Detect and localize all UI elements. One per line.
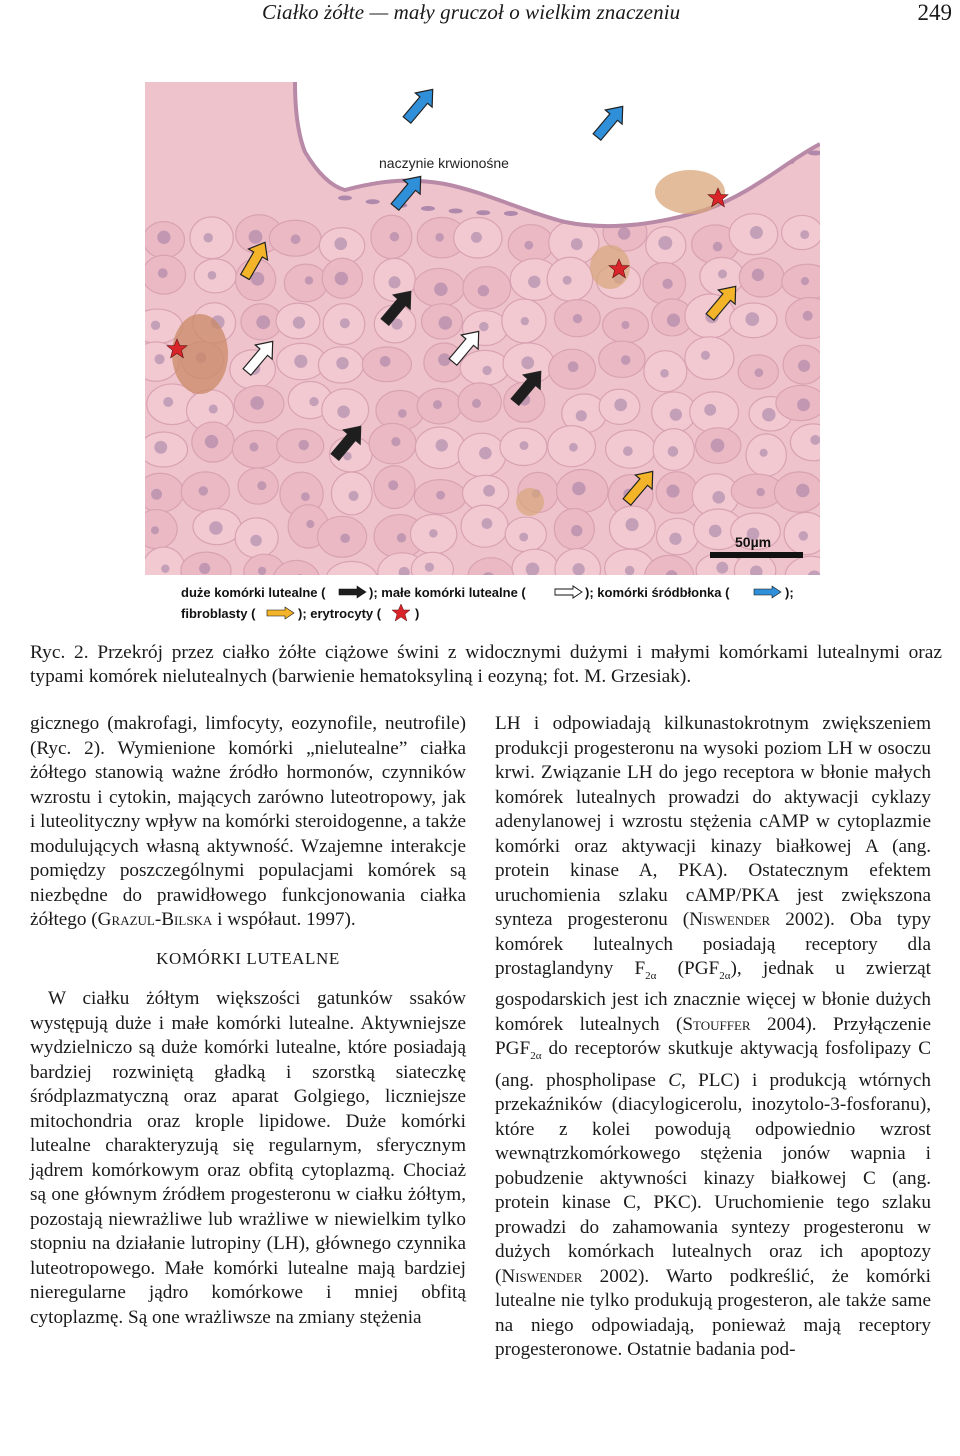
nucleus xyxy=(524,241,533,250)
running-title: Ciałko żółte — mały gruczoł o wielkim znaczeniu xyxy=(262,0,681,24)
legend-item-small-luteal: ); małe komórki lutealne ( xyxy=(369,585,526,600)
svg-text:); komórki śródbłonka ( xyxy=(585,585,730,600)
nucleus xyxy=(335,272,348,285)
nucleus xyxy=(435,233,444,242)
nucleus xyxy=(571,525,582,536)
nucleus xyxy=(576,410,587,421)
svg-text:); małe komórki lutealne ( xyxy=(369,585,526,600)
caption-tag: Ryc. 2. xyxy=(30,642,89,663)
nucleus xyxy=(667,314,680,327)
nucleus xyxy=(438,353,451,366)
nucleus xyxy=(660,369,669,378)
nucleus xyxy=(519,533,528,542)
nucleus xyxy=(340,318,350,328)
nucleus xyxy=(760,449,768,457)
nucleus xyxy=(479,322,488,331)
legend-item-fibroblasts: fibroblasty ( xyxy=(181,606,256,621)
nucleus xyxy=(433,400,442,409)
nucleus xyxy=(810,435,820,445)
nucleus xyxy=(756,488,764,496)
nucleus xyxy=(208,271,217,280)
nucleus xyxy=(745,312,759,326)
nucleus xyxy=(478,285,489,296)
nucleus xyxy=(258,567,266,575)
nucleus xyxy=(572,482,586,496)
nucleus xyxy=(754,368,763,377)
svg-text:fibroblasty ( xyxy=(181,606,256,621)
scale-label: 50µm xyxy=(735,534,772,550)
nucleus xyxy=(199,486,209,496)
nucleus xyxy=(482,366,491,375)
nucleus xyxy=(803,311,813,321)
nucleus xyxy=(799,531,808,540)
nucleus xyxy=(249,230,263,244)
nucleus xyxy=(800,230,809,239)
cell xyxy=(145,473,183,512)
micrograph-figure xyxy=(145,82,820,627)
right-column xyxy=(495,712,931,1363)
nucleus xyxy=(625,566,634,575)
nucleus xyxy=(801,277,809,285)
nucleus xyxy=(390,232,399,241)
nucleus xyxy=(704,404,716,416)
nucleus xyxy=(434,283,447,296)
nucleus xyxy=(618,227,630,239)
legend-item-end: ); xyxy=(785,585,794,600)
nucleus xyxy=(205,435,218,448)
nucleus xyxy=(309,397,318,406)
nucleus xyxy=(256,315,270,329)
endothelial-nucleus xyxy=(366,199,380,204)
nucleus xyxy=(718,270,727,279)
nucleus xyxy=(291,234,301,244)
legend-item-large-luteal: duże komórki lutealne ( xyxy=(181,585,326,600)
nucleus xyxy=(796,484,809,497)
left-paragraph-1: gicznego (makrofagi, limfocyty, eozynofile, neutrofile) (Ryc. 2). Wymienione komórki „nielutealne” ciałka żółtego stanowią ważne źródło hormonów, czynników wzrostu i cytokin, mających zarówno luteotropowy, jak i luteolityczny wpływ na komórki steroidogenne, a także modulujących własną aktywność. Wzajemne interakcje pomiędzy poszczególnymi populacjami komórek są niezbędne do prawidłowego funkcjonowania ciałka żółtego (Grazul-Bilska i współaut. 1997). xyxy=(30,713,466,930)
citation: Stouffer xyxy=(682,1013,751,1035)
nucleus xyxy=(336,357,348,369)
nucleus xyxy=(397,533,406,542)
nucleus xyxy=(306,520,314,528)
nucleus xyxy=(528,276,540,288)
svg-text:); xyxy=(785,585,794,600)
nucleus xyxy=(391,437,400,446)
nucleus xyxy=(669,533,681,545)
nucleus xyxy=(250,535,261,546)
nucleus xyxy=(151,489,162,500)
section-heading: KOMÓRKI LUTEALNE xyxy=(156,948,340,968)
nucleus xyxy=(568,361,579,372)
nucleus xyxy=(670,408,682,420)
svg-text:duże komórki lutealne ( xyxy=(181,585,326,600)
nucleus xyxy=(250,396,264,410)
nucleus xyxy=(711,439,725,453)
nucleus xyxy=(388,480,398,490)
nucleus xyxy=(621,355,630,364)
nucleus xyxy=(798,360,810,372)
nucleus xyxy=(479,447,492,460)
nucleus xyxy=(625,518,638,531)
vessel-label: naczynie krwionośne xyxy=(379,155,509,171)
cell xyxy=(685,337,734,380)
right-paragraph-1: LH i odpowiadają kilkunastokrotnym zwiększeniem produkcji progesteronu na wysoki poziom LH w osoczu krwi. Związanie LH do jego receptora w błonie małych komórek lutealnych prowadzi do aktywacji cyklazy adenylanowej i wzrostu stężenia cAMP w cytoplazmie komórki oraz aktywacji kinazy białkowej A (ang. protein kinase A, PKA). Ostatecznym efektem uruchomienia szlaku cAMP/PKA jest zwiększona synteza progesteronu (Niswender 2002). Oba typy komórek lutealnych posiadają receptory dla prostaglandyny $F_{2\alpha}$ $(PGF_{2\alpha})$, jednak u zwierząt gospodarskich jest ich znacznie więcej w błonie dużych komórek lutealnych (Stouffer 2004). Przyłączenie $PGF_{2\alpha}$ do receptorów skutkuje aktywacją fosfolipazy C (ang. phospholipase C, PLC) i produkcją wtórnych przekaźników (diacylogicerolu, inozytolo-3-fosforanu), które z kolei powodują odpowiednio wzrost wewnątrzkomórkowego stężenia jonów wapnia i pobudzenie aktywności kinazy białkowej C (ang. protein kinase C, PKC). Uruchomienie tego szlaku prowadzi do zahamowania syntezy progesteronu w dużych komórkach lutealnych oraz ich apoptozy (Niswender 2002). Warto podkreślić, że komórki lutealne nie tylko produkują progesteron, ale także same na niego odpowiadają, ponieważ mają receptory progesteronowe. Ostatnie badania pod- xyxy=(495,713,931,1361)
nucleus xyxy=(299,440,309,450)
nucleus xyxy=(380,356,391,367)
nucleus xyxy=(712,491,725,504)
endothelial-nucleus xyxy=(338,196,352,201)
nucleus xyxy=(154,441,167,454)
nucleus xyxy=(337,405,350,418)
svg-text:) xyxy=(415,606,419,621)
nucleus xyxy=(436,491,445,500)
nucleus xyxy=(573,563,585,575)
nucleus xyxy=(199,563,210,574)
nucleus xyxy=(161,564,169,572)
nucleus xyxy=(436,439,448,451)
nucleus xyxy=(305,276,313,284)
left-paragraph-2: W ciałku żółtym większości gatunków ssaków występują duże i małe komórki lutealne. Aktywniejsze wydzielniczo są duże komórki lutealne, które posiadają bardziej rozwiniętą gładką i szorstką siateczkę śródplazmatyczną oraz aparat Golgiego, liczniejsze mitochondria oraz krople lipidowe. Duże komórki lutealne charakteryzują się regularnym, sferycznym jądrem komórkowym oraz obfitą cytoplazmą. Chociaż są one głównym źródłem progesteronu w ciałku żółtym, pozostają niewrażliwe lub wrażliwe w niewielkim tylko stopniu na działanie lutropiny (LH), głównego czynnika luteotropowego. Małe komórki lutealne mają bardziej nieregularne jądro komórkowe i mniej obfitą cytoplazmę. Są one wrażliwsze na zmiany stężenia xyxy=(30,988,466,1328)
nucleus xyxy=(209,404,218,413)
left-column xyxy=(30,712,466,1330)
nucleus xyxy=(151,321,160,330)
nucleus xyxy=(155,354,165,364)
nucleus xyxy=(614,399,627,412)
nucleus xyxy=(425,563,434,572)
endothelial-nucleus xyxy=(476,210,490,215)
nucleus xyxy=(472,399,481,408)
citation: Grazul-Bilska xyxy=(97,909,213,930)
nucleus xyxy=(293,317,305,329)
nucleus xyxy=(571,238,583,250)
nucleus xyxy=(301,492,310,501)
nucleus xyxy=(662,279,672,289)
nucleus xyxy=(709,525,722,538)
nucleus xyxy=(209,521,222,534)
nucleus xyxy=(563,276,572,285)
nucleus xyxy=(762,408,776,422)
nucleus xyxy=(334,237,347,250)
nucleus xyxy=(249,442,258,451)
nucleus xyxy=(471,232,482,243)
nucleus xyxy=(701,351,710,360)
nucleus xyxy=(349,491,359,501)
endothelial-nucleus xyxy=(421,206,435,211)
citation: Niswender xyxy=(689,909,771,930)
nucleus xyxy=(623,446,633,456)
nucleus xyxy=(526,563,540,577)
nucleus xyxy=(151,526,159,534)
nucleus xyxy=(158,268,168,278)
legend-item-endothelial: ); komórki śródbłonka ( xyxy=(585,585,730,600)
nucleus xyxy=(668,446,679,457)
nucleus xyxy=(429,529,438,538)
nucleus xyxy=(666,484,679,497)
nucleus xyxy=(204,233,213,242)
nucleus xyxy=(398,409,407,418)
page-number: 249 xyxy=(917,0,952,25)
nucleus xyxy=(521,317,529,325)
nucleus xyxy=(257,481,266,490)
nucleus xyxy=(439,316,453,330)
micrograph-svg xyxy=(145,82,820,627)
nucleus xyxy=(573,314,582,323)
nucleus xyxy=(750,226,763,239)
nucleus xyxy=(658,236,672,250)
nucleus xyxy=(163,397,173,407)
figure-caption xyxy=(30,641,942,689)
nucleus xyxy=(483,485,495,497)
nucleus xyxy=(713,242,723,252)
legend-item-erythrocytes: ); erytrocyty ( xyxy=(298,606,382,621)
nucleus xyxy=(716,562,728,574)
nucleus xyxy=(521,356,534,369)
nucleus xyxy=(388,276,400,288)
nucleus xyxy=(621,321,629,329)
svg-text:); erytrocyty ( xyxy=(298,606,382,621)
endothelial-nucleus xyxy=(449,208,463,213)
nucleus xyxy=(752,269,764,281)
nucleus xyxy=(520,441,529,450)
running-header xyxy=(0,0,960,40)
legend-item-close: ) xyxy=(415,606,420,621)
caption-text: Przekrój przez ciałko żółte ciążowe świni z widocznymi dużymi i małymi komórkami lutealnymi oraz typami komórek nielutealnych (barwienie hematoksyliną i eozyną; fot. M. Grzesiak). xyxy=(30,642,942,687)
nucleus xyxy=(340,533,350,543)
nucleus xyxy=(157,231,170,244)
nucleus xyxy=(482,518,493,529)
nucleus xyxy=(797,398,810,411)
endothelial-nucleus xyxy=(504,211,518,216)
nucleus xyxy=(294,355,307,368)
scale-bar xyxy=(710,552,803,558)
nucleus xyxy=(569,443,578,452)
citation: Niswender xyxy=(501,1265,583,1287)
